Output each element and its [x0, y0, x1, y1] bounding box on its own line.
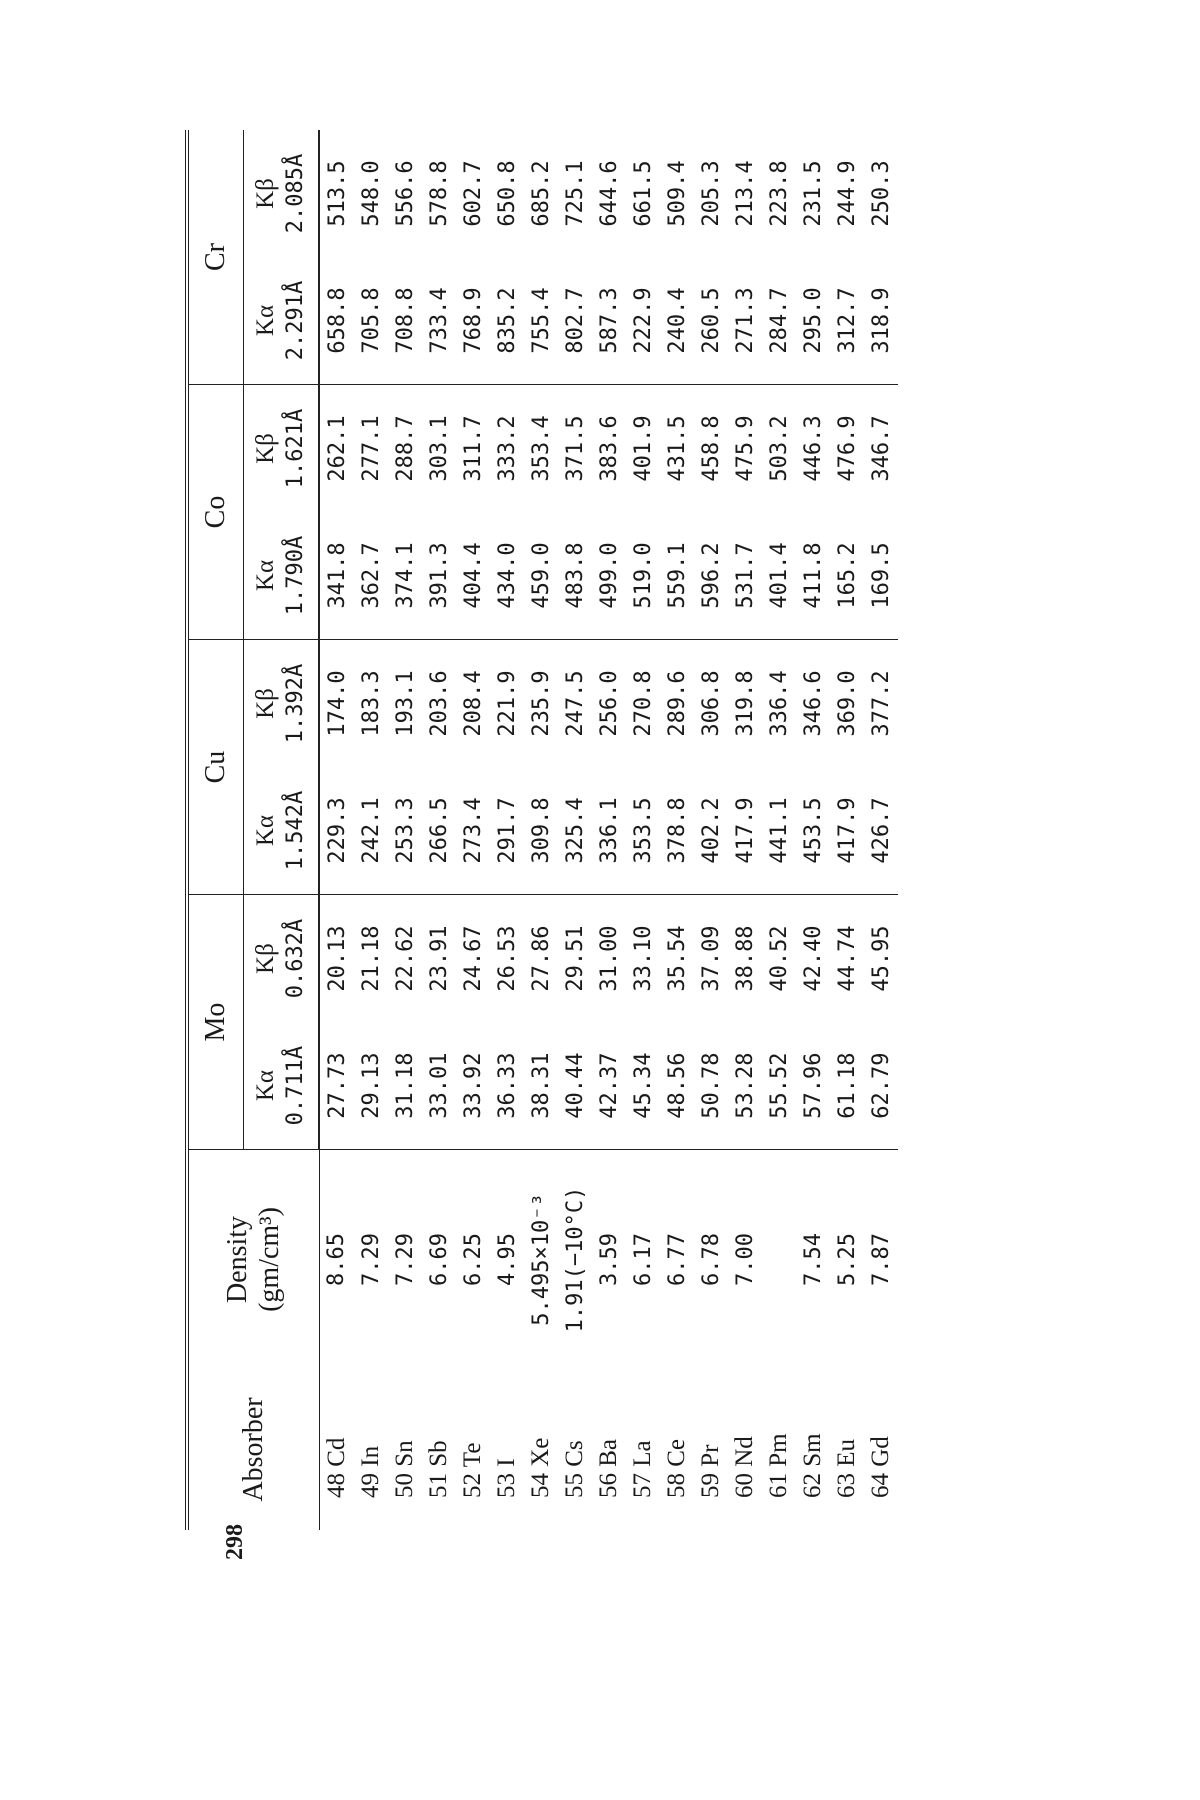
- value-cell: 513.5: [324, 160, 350, 227]
- value-cell: 383.6: [596, 415, 622, 482]
- value-cell: 205.3: [698, 160, 724, 227]
- value-cell: 235.9: [528, 670, 554, 737]
- value-cell: 441.1: [762, 767, 796, 895]
- value-cell: 402.2: [694, 767, 728, 895]
- value-cell: 45.95: [868, 925, 894, 992]
- absorber-cell: 49 In: [357, 1445, 384, 1498]
- value-cell: 193.1: [392, 670, 418, 737]
- table-row: [456, 130, 490, 1530]
- absorber-cell: 56 Ba: [595, 1438, 622, 1498]
- absorber-header: Absorber: [187, 1369, 319, 1530]
- table-row: [796, 130, 830, 1530]
- value-cell: 476.9: [834, 415, 860, 482]
- table-row: [524, 130, 558, 1530]
- value-cell: 303.1: [426, 415, 452, 482]
- table-row: [319, 130, 354, 1530]
- value-cell: 519.0: [626, 512, 660, 640]
- value-cell: 55.52: [762, 1022, 796, 1150]
- value-cell: 250.3: [868, 160, 894, 227]
- value-cell: 336.1: [592, 767, 626, 895]
- table-row: [626, 130, 660, 1530]
- value-cell: 661.5: [630, 160, 656, 227]
- density-cell: 4.95: [494, 1233, 520, 1286]
- value-cell: 45.34: [626, 1022, 660, 1150]
- value-cell: 38.31: [524, 1022, 558, 1150]
- line-label: Kα: [252, 559, 279, 592]
- line-wavelength: 1.621Å: [283, 408, 308, 489]
- value-cell: 483.8: [558, 512, 592, 640]
- value-cell: 61.18: [830, 1022, 864, 1150]
- value-cell: 26.53: [494, 925, 520, 992]
- line-label: Kα: [252, 1070, 279, 1102]
- value-cell: 27.86: [528, 925, 554, 992]
- value-cell: 24.67: [460, 925, 486, 992]
- value-cell: 53.28: [728, 1022, 762, 1150]
- value-cell: 27.73: [319, 1022, 354, 1150]
- value-cell: 587.3: [592, 257, 626, 385]
- value-cell: 377.2: [868, 670, 894, 737]
- value-cell: 183.3: [358, 670, 384, 737]
- value-cell: 289.6: [664, 670, 690, 737]
- density-cell: 8.65: [324, 1233, 350, 1286]
- line-header-cr-kb: [244, 130, 320, 257]
- line-label: Kα: [252, 814, 279, 847]
- table-body: [319, 130, 898, 1530]
- value-cell: 174.0: [324, 670, 350, 737]
- absorber-cell: 48 Cd: [322, 1437, 350, 1498]
- value-cell: 36.33: [490, 1022, 524, 1150]
- value-cell: 50.78: [694, 1022, 728, 1150]
- value-cell: 341.8: [319, 512, 354, 640]
- value-cell: 291.7: [490, 767, 524, 895]
- absorber-cell: 55 Cs: [561, 1440, 588, 1498]
- value-cell: 369.0: [834, 670, 860, 737]
- value-cell: 244.9: [834, 160, 860, 227]
- value-cell: 417.9: [830, 767, 864, 895]
- density-cell: 5.495×10⁻³: [528, 1193, 554, 1326]
- value-cell: 33.92: [456, 1022, 490, 1150]
- value-cell: 165.2: [830, 512, 864, 640]
- table-row: [490, 130, 524, 1530]
- line-label: Kβ: [252, 178, 279, 209]
- density-cell: 6.17: [630, 1233, 656, 1286]
- table-row: [558, 130, 592, 1530]
- value-cell: 38.88: [732, 925, 758, 992]
- value-cell: 273.4: [456, 767, 490, 895]
- value-cell: 312.7: [830, 257, 864, 385]
- value-cell: 325.4: [558, 767, 592, 895]
- density-cell: 3.59: [596, 1233, 622, 1286]
- value-cell: 40.44: [558, 1022, 592, 1150]
- table-row: [422, 130, 456, 1530]
- absorber-cell: 59 Pr: [697, 1444, 724, 1498]
- value-cell: 203.6: [426, 670, 452, 737]
- value-cell: 434.0: [490, 512, 524, 640]
- line-header-cu-kb: [244, 640, 320, 768]
- value-cell: 318.9: [864, 257, 898, 385]
- line-wavelength: 0.711Å: [283, 1045, 308, 1126]
- value-cell: 559.1: [660, 512, 694, 640]
- value-cell: 768.9: [456, 257, 490, 385]
- absorber-cell: 57 La: [629, 1440, 656, 1498]
- header-group-row: [187, 130, 244, 1530]
- value-cell: 431.5: [664, 415, 690, 482]
- value-cell: 404.4: [456, 512, 490, 640]
- density-cell: 7.29: [392, 1233, 418, 1286]
- absorber-cell: 60 Nd: [731, 1436, 758, 1498]
- value-cell: 650.8: [494, 160, 520, 227]
- value-cell: 346.6: [800, 670, 826, 737]
- group-header-co: Co: [187, 384, 244, 639]
- value-cell: 213.4: [732, 160, 758, 227]
- line-wavelength: 2.291Å: [283, 280, 308, 361]
- value-cell: 57.96: [796, 1022, 830, 1150]
- absorber-cell: 54 Xe: [527, 1437, 554, 1498]
- value-cell: 346.7: [868, 415, 894, 482]
- density-cell: 6.25: [460, 1233, 486, 1286]
- value-cell: 48.56: [660, 1022, 694, 1150]
- line-wavelength: 1.392Å: [283, 663, 308, 744]
- absorber-cell: 51 Sb: [425, 1440, 452, 1498]
- density-cell: 7.54: [800, 1233, 826, 1286]
- density-cell: [762, 1150, 796, 1369]
- density-header-line2: (gm/cm³): [253, 1207, 285, 1312]
- table-row: [830, 130, 864, 1530]
- value-cell: 29.13: [354, 1022, 388, 1150]
- value-cell: 222.9: [626, 257, 660, 385]
- value-cell: 256.0: [596, 670, 622, 737]
- line-label: Kβ: [252, 688, 279, 719]
- table-row: [660, 130, 694, 1530]
- value-cell: 231.5: [800, 160, 826, 227]
- absorber-cell: 63 Eu: [833, 1438, 860, 1498]
- value-cell: 401.4: [762, 512, 796, 640]
- value-cell: 311.7: [460, 415, 486, 482]
- value-cell: 277.1: [358, 415, 384, 482]
- value-cell: 22.62: [392, 925, 418, 992]
- value-cell: 378.8: [660, 767, 694, 895]
- value-cell: 260.5: [694, 257, 728, 385]
- value-cell: 531.7: [728, 512, 762, 640]
- attenuation-table-rotated: [185, 130, 1065, 1530]
- value-cell: 229.3: [319, 767, 354, 895]
- value-cell: 733.4: [422, 257, 456, 385]
- value-cell: 240.4: [660, 257, 694, 385]
- value-cell: 21.18: [358, 925, 384, 992]
- value-cell: 509.4: [664, 160, 690, 227]
- value-cell: 685.2: [528, 160, 554, 227]
- value-cell: 362.7: [354, 512, 388, 640]
- line-wavelength: 1.542Å: [283, 790, 308, 871]
- value-cell: 426.7: [864, 767, 898, 895]
- value-cell: 62.79: [864, 1022, 898, 1150]
- value-cell: 755.4: [524, 257, 558, 385]
- value-cell: 223.8: [766, 160, 792, 227]
- value-cell: 262.1: [324, 415, 350, 482]
- value-cell: 705.8: [354, 257, 388, 385]
- value-cell: 725.1: [562, 160, 588, 227]
- value-cell: 35.54: [664, 925, 690, 992]
- density-header-line1: Density: [221, 1215, 253, 1304]
- value-cell: 596.2: [694, 512, 728, 640]
- value-cell: 374.1: [388, 512, 422, 640]
- group-header-mo: Mo: [187, 895, 244, 1150]
- value-cell: 556.6: [392, 160, 418, 227]
- line-header-cu-ka: [244, 767, 320, 895]
- line-label: Kα: [252, 304, 279, 337]
- density-cell: 6.78: [698, 1233, 724, 1286]
- value-cell: 708.8: [388, 257, 422, 385]
- density-cell: 6.77: [664, 1233, 690, 1286]
- group-header-cu: Cu: [187, 640, 244, 895]
- line-wavelength: 1.790Å: [283, 535, 308, 616]
- value-cell: 31.18: [388, 1022, 422, 1150]
- value-cell: 336.4: [766, 670, 792, 737]
- value-cell: 417.9: [728, 767, 762, 895]
- value-cell: 391.3: [422, 512, 456, 640]
- value-cell: 33.01: [422, 1022, 456, 1150]
- value-cell: 644.6: [596, 160, 622, 227]
- value-cell: 29.51: [562, 925, 588, 992]
- value-cell: 802.7: [558, 257, 592, 385]
- table-row: [864, 130, 898, 1530]
- line-header-co-ka: [244, 512, 320, 640]
- absorber-cell: 61 Pm: [765, 1433, 792, 1498]
- density-cell: 1.91(−10°C): [562, 1186, 588, 1333]
- density-cell: 6.69: [426, 1233, 452, 1286]
- value-cell: 309.8: [524, 767, 558, 895]
- value-cell: 411.8: [796, 512, 830, 640]
- value-cell: 503.2: [766, 415, 792, 482]
- value-cell: 602.7: [460, 160, 486, 227]
- absorber-cell: 53 I: [493, 1458, 520, 1498]
- value-cell: 266.5: [422, 767, 456, 895]
- value-cell: 319.8: [732, 670, 758, 737]
- absorber-cell: 50 Sn: [391, 1440, 418, 1498]
- line-header-mo-kb: [244, 895, 320, 1023]
- density-cell: 7.00: [732, 1233, 758, 1286]
- value-cell: 446.3: [800, 415, 826, 482]
- absorber-cell: 64 Gd: [867, 1436, 894, 1498]
- value-cell: 835.2: [490, 257, 524, 385]
- value-cell: 371.5: [562, 415, 588, 482]
- value-cell: 208.4: [460, 670, 486, 737]
- value-cell: 42.37: [592, 1022, 626, 1150]
- value-cell: 548.0: [358, 160, 384, 227]
- density-cell: 5.25: [834, 1233, 860, 1286]
- value-cell: 31.00: [596, 925, 622, 992]
- table-row: [728, 130, 762, 1530]
- value-cell: 578.8: [426, 160, 452, 227]
- value-cell: 353.5: [626, 767, 660, 895]
- value-cell: 169.5: [864, 512, 898, 640]
- line-header-co-kb: [244, 384, 320, 512]
- value-cell: 459.0: [524, 512, 558, 640]
- table-row: [354, 130, 388, 1530]
- value-cell: 40.52: [766, 925, 792, 992]
- value-cell: 42.40: [800, 925, 826, 992]
- line-wavelength: 0.632Å: [283, 918, 308, 999]
- value-cell: 295.0: [796, 257, 830, 385]
- value-cell: 271.3: [728, 257, 762, 385]
- value-cell: 499.0: [592, 512, 626, 640]
- table-row: [592, 130, 626, 1530]
- value-cell: 270.8: [630, 670, 656, 737]
- value-cell: 658.8: [319, 257, 354, 385]
- value-cell: 458.8: [698, 415, 724, 482]
- value-cell: 288.7: [392, 415, 418, 482]
- group-header-cr: Cr: [187, 130, 244, 384]
- line-label: Kβ: [252, 433, 279, 464]
- value-cell: 306.8: [698, 670, 724, 737]
- table-row: [694, 130, 728, 1530]
- value-cell: 247.5: [562, 670, 588, 737]
- value-cell: 44.74: [834, 925, 860, 992]
- line-wavelength: 2.085Å: [283, 153, 308, 234]
- density-cell: 7.29: [358, 1233, 384, 1286]
- value-cell: 333.2: [494, 415, 520, 482]
- value-cell: 475.9: [732, 415, 758, 482]
- value-cell: 401.9: [630, 415, 656, 482]
- value-cell: 284.7: [762, 257, 796, 385]
- value-cell: 33.10: [630, 925, 656, 992]
- table-row: [388, 130, 422, 1530]
- value-cell: 453.5: [796, 767, 830, 895]
- line-header-mo-ka: [244, 1022, 320, 1150]
- line-header-cr-ka: [244, 257, 320, 385]
- value-cell: 20.13: [324, 925, 350, 992]
- density-header: [187, 1150, 319, 1369]
- value-cell: 353.4: [528, 415, 554, 482]
- value-cell: 242.1: [354, 767, 388, 895]
- value-cell: 253.3: [388, 767, 422, 895]
- mass-absorption-table: [185, 130, 898, 1530]
- absorber-cell: 58 Ce: [663, 1438, 690, 1498]
- page-number: 298: [222, 1524, 248, 1560]
- line-label: Kβ: [252, 943, 279, 974]
- table-row: [762, 130, 796, 1530]
- value-cell: 221.9: [494, 670, 520, 737]
- value-cell: 37.09: [698, 925, 724, 992]
- absorber-cell: 52 Te: [459, 1442, 486, 1498]
- density-cell: 7.87: [868, 1233, 894, 1286]
- absorber-cell: 62 Sm: [799, 1433, 826, 1498]
- value-cell: 23.91: [426, 925, 452, 992]
